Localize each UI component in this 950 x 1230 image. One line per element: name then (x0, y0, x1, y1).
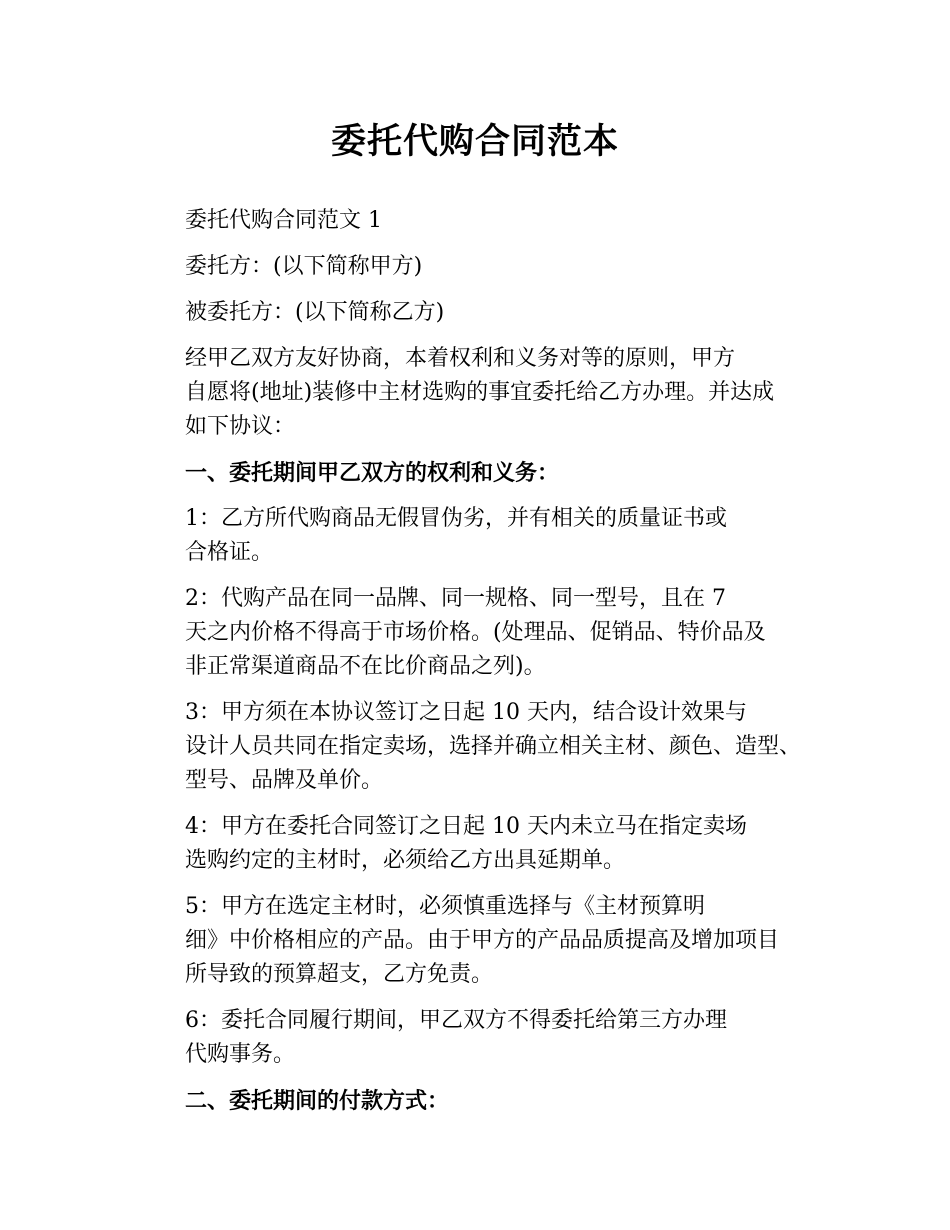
text-line: 型号、品牌及单价。 (185, 768, 384, 793)
text-line: 代购事务。 (185, 1042, 296, 1067)
text-line: 委托方：(以下简称甲方) (185, 254, 423, 279)
text-line: 如下协议： (185, 414, 296, 439)
paragraph-contract-number (141, 204, 841, 238)
text-line: 天之内价格不得高于市场价格。(处理品、促销品、特价品及 (185, 620, 766, 645)
text-line: 非正常渠道商品不在比价商品之列)。 (185, 654, 546, 679)
text-line: 选购约定的主材时，必须给乙方出具延期单。 (185, 848, 626, 873)
text-line: 2：代购产品在同一品牌、同一规格、同一型号，且在 7 (185, 586, 726, 611)
text-line: 被委托方：(以下简称乙方) (185, 300, 445, 325)
text-line: 细》中价格相应的产品。由于甲方的产品品质提高及增加项目 (185, 928, 780, 953)
text-line: 所导致的预算超支，乙方免责。 (185, 962, 494, 987)
clause-1 (141, 502, 841, 570)
heading-line: 一、委托期间甲乙双方的权利和义务： (185, 460, 560, 486)
text-line: 1：乙方所代购商品无假冒伪劣，并有相关的质量证书或 (185, 506, 727, 531)
section-heading-payment (141, 1084, 841, 1118)
text-line: 4：甲方在委托合同签订之日起 10 天内未立马在指定卖场 (185, 814, 747, 839)
paragraph-client (141, 250, 841, 284)
text-line: 5：甲方在选定主材时，必须慎重选择与《主材预算明 (185, 894, 705, 919)
clause-2 (141, 582, 841, 684)
document-title: 委托代购合同范本 (330, 121, 619, 162)
text-line: 自愿将(地址)装修中主材选购的事宜委托给乙方办理。并达成 (185, 380, 775, 405)
text-line: 设计人员共同在指定卖场，选择并确立相关主材、颜色、造型、 (185, 734, 802, 759)
heading-line: 二、委托期间的付款方式： (185, 1088, 450, 1114)
text-line: 经甲乙双方友好协商，本着权利和义务对等的原则，甲方 (185, 346, 736, 371)
clause-3 (141, 696, 841, 798)
text-line: 合格证。 (185, 540, 274, 565)
clause-6 (141, 1004, 841, 1072)
clause-5 (141, 890, 841, 992)
clause-4 (141, 810, 841, 878)
text-line: 委托代购合同范文 1 (185, 208, 382, 233)
document-body (141, 204, 841, 1130)
text-line: 3：甲方须在本协议签订之日起 10 天内，结合设计效果与 (185, 700, 747, 725)
paragraph-preamble (141, 342, 841, 444)
paragraph-agent (141, 296, 841, 330)
section-heading-rights-obligations (141, 456, 841, 490)
text-line: 6：委托合同履行期间，甲乙双方不得委托给第三方办理 (185, 1008, 727, 1033)
